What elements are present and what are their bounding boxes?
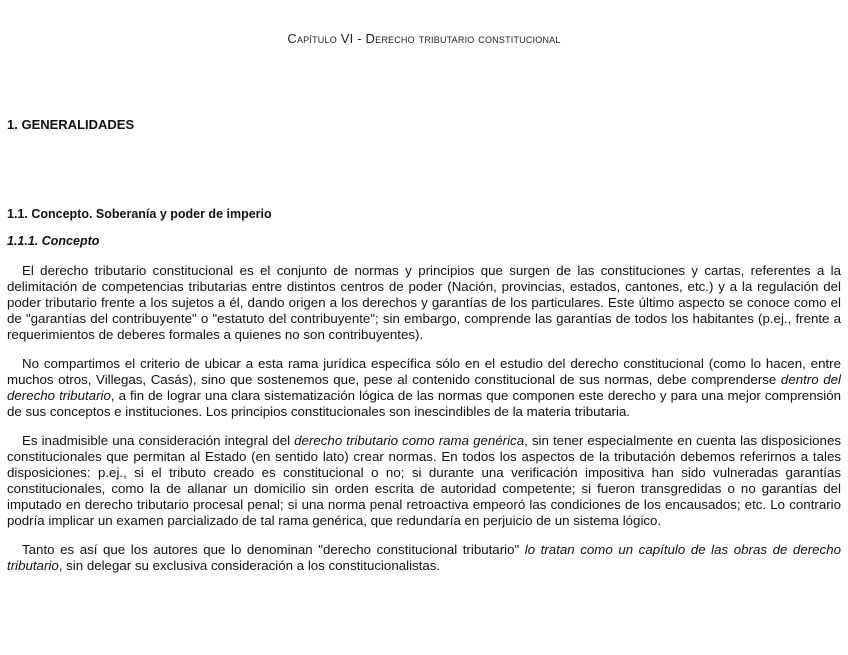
paragraph-4-text-a: Tanto es así que los autores que lo denominan "derecho constitucional tributario" xyxy=(22,542,525,557)
paragraph-3-emphasis: derecho tributario como rama genérica xyxy=(294,433,525,448)
paragraph-3 xyxy=(7,433,841,529)
paragraph-4 xyxy=(7,542,841,574)
paragraph-2-emphasis: dentro del derecho tributario xyxy=(7,372,841,403)
paragraph-2-text-a: No compartimos el criterio de ubicar a esta rama jurídica específica sólo en el estudio del derecho constitucional (como lo hacen, entre muchos otros, Villegas, Casás), sino que sostenemos que, pese al contenido constitucional de sus normas, debe comprenderse xyxy=(7,356,841,387)
paragraph-4-text-c: , sin delegar su exclusiva consideración a los constitucionalistas. xyxy=(58,558,441,573)
chapter-header: Capítulo VI - Derecho tributario constitucional xyxy=(287,31,561,46)
paragraph-3-text-c: , sin tener especialmente en cuenta las disposiciones constitucionales que permitan al Estado (en sentido lato) crear normas. En todos los aspectos de la tributación debemos referirnos a tales disposiciones: p.ej., si el tributo creado es constitucional o no; si durante una verificación impositiva han sido vulneradas garantías constitucionales, como la de allanar un domicilio sin orden escrita de autoridad competente; si fueron transgredidas o no garantías del imputado en derecho tributario procesal penal; si una norma penal retroactiva empeoró las condiciones de los encausados; etc. Lo contrario podría implicar un examen parcializado de tal rama genérica, que redundaría en perjuicio de un sistema lógico. xyxy=(7,433,841,528)
paragraph-3-text-a: Es inadmisible una consideración integral del xyxy=(22,433,295,448)
section-heading-generalidades: 1. GENERALIDADES xyxy=(7,117,135,132)
subsection-heading-concepto-soberania: 1.1. Concepto. Soberanía y poder de imperio xyxy=(7,207,272,221)
paragraph-4-emphasis: lo tratan como un capítulo de las obras de derecho tributario xyxy=(7,542,841,573)
paragraph-2-text-c: , a fin de lograr una clara sistematización lógica de las normas que componen este derecho y para una mejor comprensión de sus conceptos e instituciones. Los principios constitucionales son inescindibles de la materia tributaria. xyxy=(7,388,841,419)
paragraph-2 xyxy=(7,356,841,420)
subsubsection-heading-concepto: 1.1.1. Concepto xyxy=(7,234,100,248)
body-text xyxy=(7,263,841,587)
paragraph-1: El derecho tributario constitucional es el conjunto de normas y principios que surgen de las constituciones y cartas, referentes a la delimitación de competencias tributarias entre distintos centros de poder (Nación, provincias, estados, cantones, etc.) y a la regulación del poder tributario frente a los sujetos a él, dando origen a los derechos y garantías de los particulares. Este último aspecto se conoce como el de "garantías del contribuyente" o "estatuto del contribuyente"; sin embargo, comprende las garantías de todos los habitantes (p.ej., frente a requerimientos de deberes formales a quienes no son contribuyentes). xyxy=(7,263,841,342)
